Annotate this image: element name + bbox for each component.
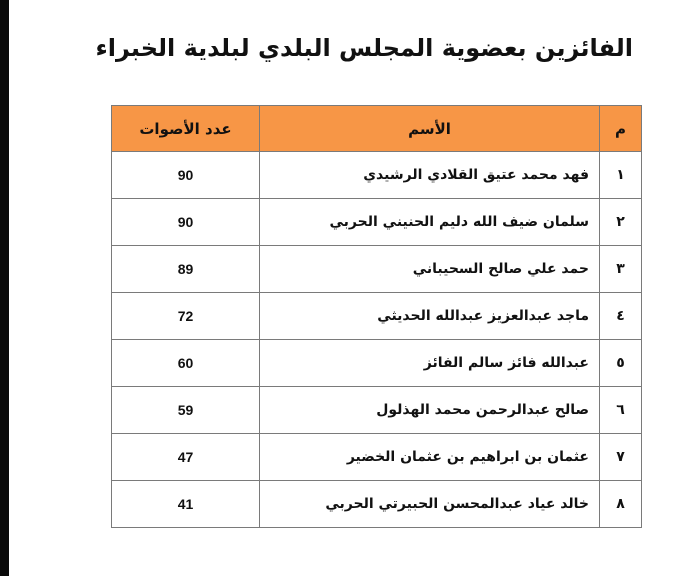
row-votes: 47 [112, 434, 260, 481]
row-votes: 90 [112, 152, 260, 199]
row-index: ٣ [600, 246, 642, 293]
row-index: ٤ [600, 293, 642, 340]
table-row [112, 434, 642, 481]
row-name: سلمان ضيف الله دليم الحنيني الحربي [260, 199, 600, 246]
row-index: ٦ [600, 387, 642, 434]
row-name: حمد علي صالح السحيباني [260, 246, 600, 293]
row-name: ماجد عبدالعزيز عبدالله الحديثي [260, 293, 600, 340]
table-row [112, 387, 642, 434]
row-name: عبدالله فائز سالم الفائز [260, 340, 600, 387]
table-header-row [112, 106, 642, 152]
row-name: فهد محمد عتيق القلادي الرشيدي [260, 152, 600, 199]
row-votes: 59 [112, 387, 260, 434]
page-title: الفائزين بعضوية المجلس البلدي لبلدية الخبراء [95, 34, 633, 62]
row-votes: 41 [112, 481, 260, 528]
row-index: ٨ [600, 481, 642, 528]
table-row [112, 246, 642, 293]
row-votes: 60 [112, 340, 260, 387]
row-votes: 90 [112, 199, 260, 246]
row-index: ٧ [600, 434, 642, 481]
row-name: عثمان بن ابراهيم بن عثمان الخضير [260, 434, 600, 481]
header-index: م [600, 106, 642, 152]
winners-table [111, 105, 642, 528]
table-row [112, 152, 642, 199]
table-row [112, 293, 642, 340]
table-row [112, 340, 642, 387]
row-index: ١ [600, 152, 642, 199]
row-index: ٥ [600, 340, 642, 387]
header-votes: عدد الأصوات [112, 106, 260, 152]
row-votes: 72 [112, 293, 260, 340]
row-name: خالد عياد عبدالمحسن الحبيرتي الحربي [260, 481, 600, 528]
header-name: الأسم [260, 106, 600, 152]
left-edge-bar [0, 0, 9, 576]
table-row [112, 199, 642, 246]
table-row [112, 481, 642, 528]
row-index: ٢ [600, 199, 642, 246]
row-name: صالح عبدالرحمن محمد الهذلول [260, 387, 600, 434]
row-votes: 89 [112, 246, 260, 293]
